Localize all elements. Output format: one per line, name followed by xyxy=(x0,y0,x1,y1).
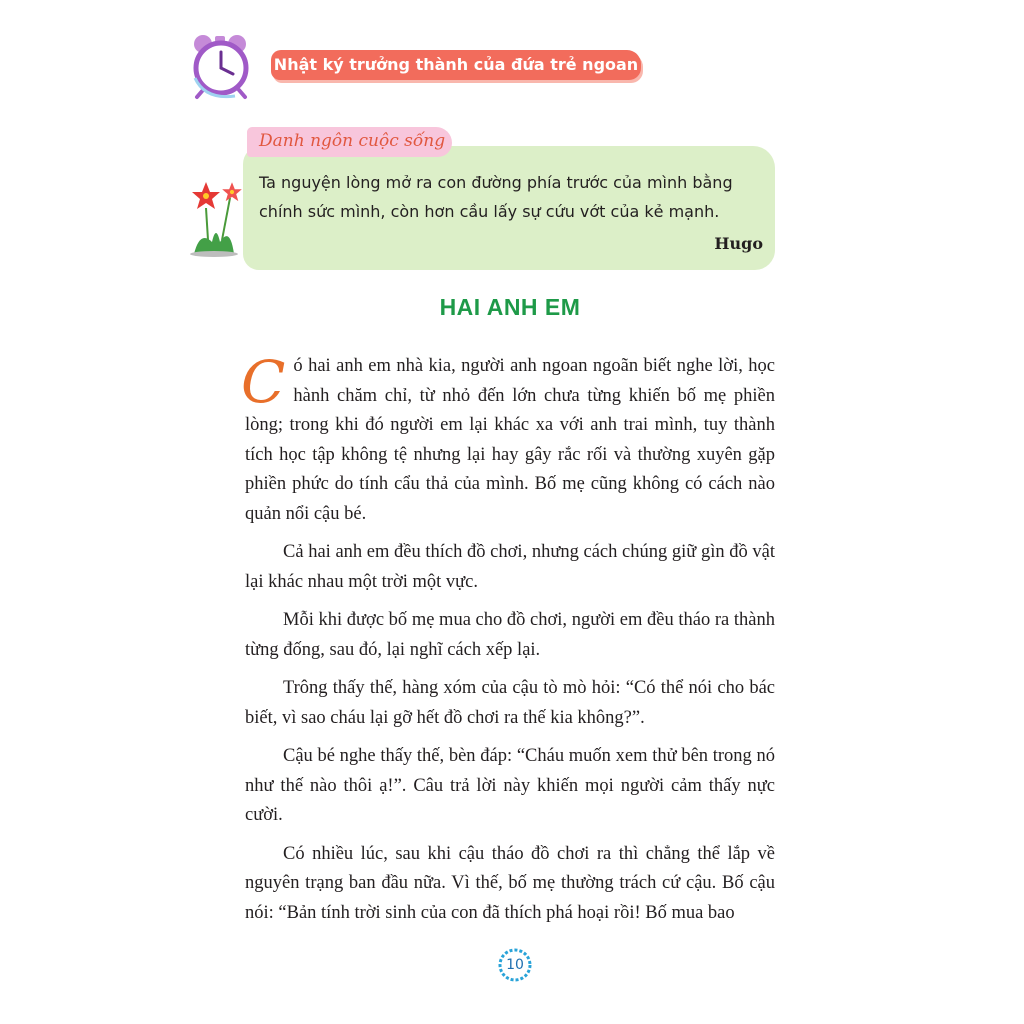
story-paragraph: Cả hai anh em đều thích đồ chơi, nhưng cách chúng giữ gìn đồ vật lại khác nhau một trời một vực. xyxy=(245,542,775,592)
quote-box xyxy=(243,146,775,270)
story-paragraph: Mỗi khi được bố mẹ mua cho đồ chơi, người em đều tháo ra thành từng đống, sau đó, lại nghĩ cách xếp lại. xyxy=(245,610,775,660)
story-paragraph: Trông thấy thế, hàng xóm của cậu tò mò hỏi: “Có thể nói cho bác biết, vì sao cháu lại gỡ hết đồ chơi ra thế kia không?”. xyxy=(245,678,775,728)
drop-cap: C xyxy=(241,348,286,416)
story-paragraph xyxy=(241,348,775,529)
quote-label: Danh ngôn cuộc sống xyxy=(247,127,452,157)
alarm-clock-icon xyxy=(185,30,255,100)
flower-icon xyxy=(186,168,246,258)
series-title-banner: Nhật ký trưởng thành của đứa trẻ ngoan xyxy=(271,50,641,80)
story-paragraph: Có nhiều lúc, sau khi cậu tháo đồ chơi ra thì chẳng thể lắp về nguyên trạng ban đầu nữa. Vì thế, bố mẹ thường trách cứ cậu. Bố cậu nói: “Bản tính trời sinh của con đã thích phá hoại rồi! Bố mua bao xyxy=(245,843,775,923)
quote-author: Hugo xyxy=(714,234,763,253)
story-body xyxy=(241,348,775,937)
paragraph-text: ó hai anh em nhà kia, người anh ngoan ngoãn biết nghe lời, học hành chăm chỉ, từ nhỏ đến lớn chưa từng khiến bố mẹ phiền lòng; trong khi đó người em lại khác xa với anh trai mình, tuy thành tích học tập không tệ nhưng lại hay gây rắc rối và thường xuyên gặp phiền phức do tính cẩu thả của mình. Bố mẹ cũng không có cách nào quản nổi cậu bé. xyxy=(245,356,775,524)
page-header xyxy=(185,30,655,105)
story-title: HAI ANH EM xyxy=(439,294,581,320)
page-number-badge xyxy=(497,947,533,983)
page-number: 10 xyxy=(506,957,524,973)
quote-text: Ta nguyện lòng mở ra con đường phía trước của mình bằng chính sức mình, còn hơn cầu lấy sự cứu vớt của kẻ mạnh. xyxy=(259,173,733,221)
story-paragraph: Cậu bé nghe thấy thế, bèn đáp: “Cháu muốn xem thử bên trong nó như thế nào thôi ạ!”. Câu trả lời này khiến mọi người cảm thấy nực cười. xyxy=(245,746,775,825)
